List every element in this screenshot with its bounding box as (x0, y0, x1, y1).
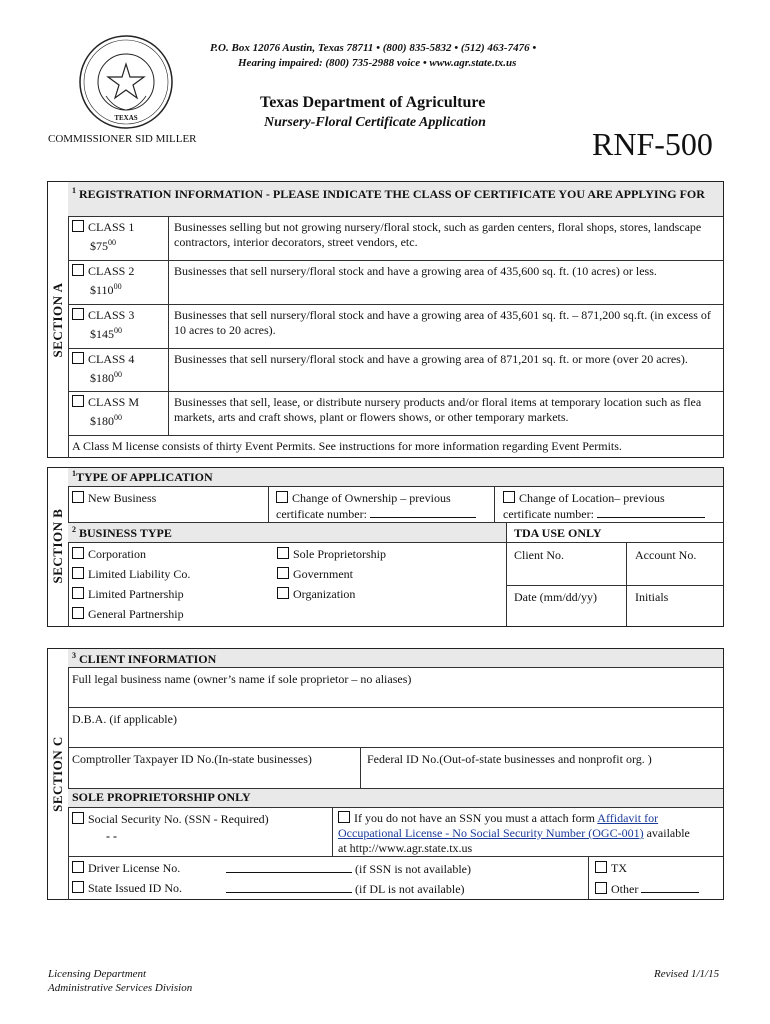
class-name: CLASS 3 (88, 308, 135, 322)
class-checkbox[interactable] (72, 308, 84, 320)
change-ownership-option[interactable]: Change of Ownership – previous certificate number: (276, 491, 476, 522)
other-option[interactable]: Other (595, 881, 699, 897)
class-description: Businesses that sell nursery/floral stock and have a growing area of 435,600 sq. ft. (10 acres) or less. (174, 264, 657, 278)
tx-option[interactable]: TX (595, 861, 627, 876)
contact-line: Hearing impaired: (800) 735-2988 voice • www.agr.state.tx.us (238, 57, 517, 69)
class-name: CLASS 2 (88, 264, 135, 278)
affidavit-link-cont[interactable]: Occupational License - No Social Security Number (OGC-001) (338, 826, 644, 840)
client-no-label: Client No. (514, 548, 564, 562)
class-option[interactable] (72, 220, 134, 235)
business-type-checkbox[interactable] (277, 587, 289, 599)
class-description: Businesses that sell nursery/floral stock and have a growing area of 871,201 sq. ft. or more (over 20 acres). (174, 352, 688, 366)
class-option[interactable] (72, 264, 134, 279)
class-name: CLASS 1 (88, 220, 135, 234)
date-label: Date (mm/dd/yy) (514, 590, 597, 604)
no-ssn-option[interactable]: If you do not have an SSN you must a attach form Affidavit for Occupational License - No Social Security Number (OGC-001) available at http://www.agr.state.tx.us (338, 811, 690, 855)
ssn-option[interactable]: Social Security No. (SSN - Required) - - (72, 811, 269, 845)
state-id-field[interactable]: (if DL is not available) (226, 881, 465, 897)
new-business-option[interactable]: New Business (72, 491, 156, 506)
section-b-label: SECTION B (50, 508, 65, 584)
initials-label: Initials (635, 590, 669, 604)
driver-license-checkbox[interactable] (72, 861, 84, 873)
business-type-option[interactable]: Organization (277, 587, 355, 602)
state-id-option[interactable]: State Issued ID No. (72, 881, 182, 896)
ssn-checkbox[interactable] (72, 812, 84, 824)
change-ownership-checkbox[interactable] (276, 491, 288, 503)
tda-use-only: TDA USE ONLY (514, 526, 602, 540)
business-type-checkbox[interactable] (277, 567, 289, 579)
commissioner: COMMISSIONER SID MILLER (48, 133, 197, 145)
change-location-option[interactable]: Change of Location– previous certificate number: (503, 491, 705, 522)
comptroller-id-field[interactable]: Comptroller Taxpayer ID No.(In-state businesses) (72, 752, 312, 766)
driver-license-option[interactable]: Driver License No. (72, 861, 180, 876)
business-type-checkbox[interactable] (72, 567, 84, 579)
business-type-heading: $^2$ BUSINESS TYPE (72, 525, 172, 540)
class-option[interactable] (72, 352, 134, 367)
client-info-heading: $^3$ CLIENT INFORMATION (72, 651, 217, 666)
seal-text-bottom: TEXAS (114, 114, 138, 122)
business-type-option[interactable]: Corporation (72, 547, 146, 562)
business-type-option[interactable]: Limited Partnership (72, 587, 184, 602)
class-price: $\$110^{00}$ (90, 282, 122, 297)
sole-prop-heading: SOLE PROPRIETORSHIP ONLY (72, 790, 251, 804)
ssn-input[interactable]: - - (106, 829, 117, 843)
business-type-checkbox[interactable] (72, 587, 84, 599)
footer-division: Administrative Services Division (48, 982, 193, 994)
type-heading: $^1$TYPE OF APPLICATION (72, 469, 213, 484)
section-c-label: SECTION C (50, 736, 65, 812)
new-business-checkbox[interactable] (72, 491, 84, 503)
no-ssn-checkbox[interactable] (338, 811, 350, 823)
section-a-heading: $^1$ REGISTRATION INFORMATION - PLEASE INDICATE THE CLASS OF CERTIFICATE YOU ARE APPLYING FOR (72, 186, 705, 201)
dba-field[interactable]: D.B.A. (if applicable) (72, 712, 177, 726)
class-price: $\$75^{00}$ (90, 238, 116, 253)
change-location-checkbox[interactable] (503, 491, 515, 503)
class-option[interactable] (72, 395, 139, 410)
section-a-label: SECTION A (50, 282, 65, 358)
class-price: $\$180^{00}$ (90, 370, 122, 385)
class-name: CLASS 4 (88, 352, 135, 366)
other-checkbox[interactable] (595, 882, 607, 894)
tda-seal (78, 34, 174, 130)
class-price: $\$145^{00}$ (90, 326, 122, 341)
address-line: P.O. Box 12076 Austin, Texas 78711 • (800) 835-5832 • (512) 463-7476 • (210, 42, 537, 54)
form-title: Nursery-Floral Certificate Application (264, 115, 486, 130)
account-no-label: Account No. (635, 548, 697, 562)
class-description: Businesses that sell, lease, or distribute nursery products and/or floral items at temporary location such as flea markets, arts and craft shows, plant or flowers shows, or other temporary markets. (174, 395, 702, 424)
business-type-checkbox[interactable] (277, 547, 289, 559)
business-type-option[interactable]: Government (277, 567, 353, 582)
legal-name-field[interactable]: Full legal business name (owner’s name if sole proprietor – no aliases) (72, 672, 412, 686)
business-type-option[interactable]: General Partnership (72, 607, 184, 622)
class-description: Businesses selling but not growing nursery/floral stock, such as garden centers, floral shops, stores, landscape contractors, interior decorators, street vendors, etc. (174, 220, 702, 249)
driver-license-field[interactable]: (if SSN is not available) (226, 861, 471, 877)
class-m-note: A Class M license consists of thirty Event Permits. See instructions for more information regarding Event Permits. (72, 439, 622, 453)
class-name: CLASS M (88, 395, 140, 409)
footer-dept: Licensing Department (48, 968, 147, 980)
tx-checkbox[interactable] (595, 861, 607, 873)
business-type-option[interactable]: Sole Proprietorship (277, 547, 386, 562)
class-checkbox[interactable] (72, 264, 84, 276)
class-checkbox[interactable] (72, 352, 84, 364)
agency-title: Texas Department of Agriculture (260, 94, 486, 111)
prev-location-cert-field[interactable] (597, 506, 705, 518)
class-checkbox[interactable] (72, 395, 84, 407)
class-option[interactable] (72, 308, 134, 323)
form-number: RNF-500 (592, 126, 713, 162)
affidavit-link[interactable]: Affidavit for (597, 811, 659, 825)
class-checkbox[interactable] (72, 220, 84, 232)
state-id-checkbox[interactable] (72, 881, 84, 893)
business-type-option[interactable]: Limited Liability Co. (72, 567, 190, 582)
prev-ownership-cert-field[interactable] (370, 506, 476, 518)
footer-revised: Revised 1/1/15 (654, 968, 720, 980)
federal-id-field[interactable]: Federal ID No.(Out-of-state businesses and nonprofit org. ) (367, 752, 652, 766)
business-type-checkbox[interactable] (72, 547, 84, 559)
other-state-field[interactable] (641, 881, 699, 893)
class-description: Businesses that sell nursery/floral stock and have a growing area of 435,601 sq. ft. – 871,200 sq.ft. (in excess of 10 acres to 20 acres). (174, 308, 711, 337)
class-price: $\$180^{00}$ (90, 413, 122, 428)
business-type-checkbox[interactable] (72, 607, 84, 619)
